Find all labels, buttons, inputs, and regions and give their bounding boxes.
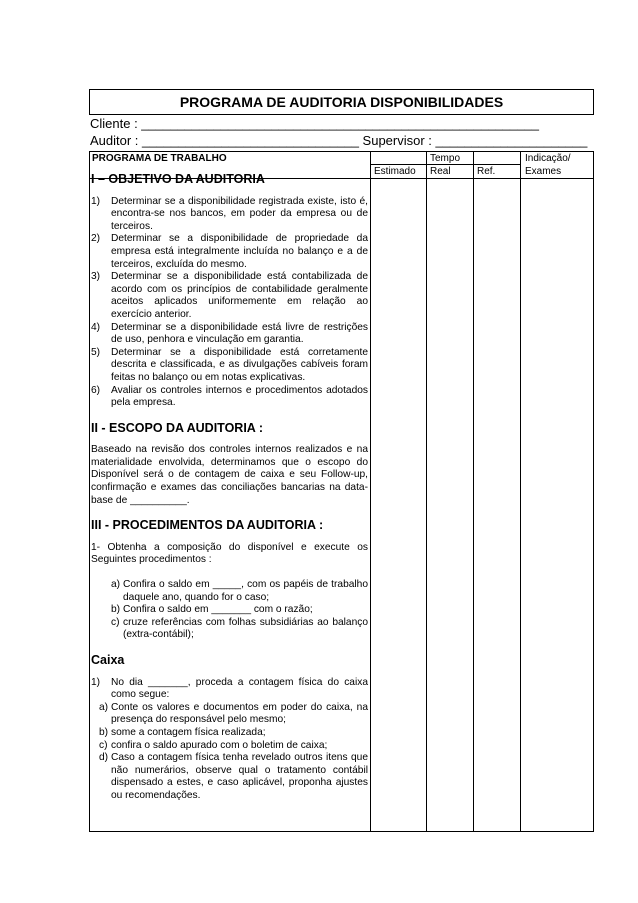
item-text: Confira o saldo em _____, com os papéis de trabalho daquele ano, quando for o caso; (123, 579, 368, 603)
list-item (91, 677, 368, 702)
list-item (91, 233, 368, 271)
item-text: Conte os valores e documentos em poder do caixa, na presença do responsável pelo mesmo; (111, 701, 368, 726)
item-number: 3) (91, 271, 101, 283)
section-procedimentos-heading: III - PROCEDIMENTOS DA AUDITORIA : (91, 518, 324, 533)
item-letter: a) (111, 579, 121, 591)
divider (520, 152, 521, 831)
item-number: 5) (91, 346, 101, 358)
list-item (91, 604, 368, 617)
col-programa-trabalho: PROGRAMA DE TRABALHO (92, 153, 227, 164)
item-number: 2) (91, 233, 101, 245)
item-number: 4) (91, 321, 101, 333)
item-letter: a) (99, 701, 109, 713)
program-content (91, 173, 368, 803)
list-item (91, 702, 368, 727)
list-item (91, 196, 368, 234)
col-exames: Exames (525, 166, 562, 177)
document-title: PROGRAMA DE AUDITORIA DISPONIBILIDADES (179, 94, 504, 110)
title-box (89, 89, 594, 115)
cliente-line: Cliente : _______________________________________________________ (90, 116, 539, 131)
item-letter: d) (99, 752, 109, 764)
list-item (91, 579, 368, 604)
item-text: Caso a contagem física tenha revelado outros itens que não numerários, observe qual o tratamento contábil dispensado a estes, e caso aplicável, proponha ajustes ou recomendações. (111, 752, 368, 801)
procedimentos-intro: 1- Obtenha a composição do disponível e execute os Seguintes procedimentos : (91, 541, 368, 566)
section-escopo-heading: II - ESCOPO DA AUDITORIA : (91, 420, 263, 435)
item-text: Determinar se a disponibilidade registrada existe, isto é, encontra-se nos bancos, em poder da empresa ou de terceiros. (111, 195, 368, 232)
item-number: 1) (91, 195, 101, 207)
col-ref: Ref. (477, 166, 496, 177)
item-text: Confira o saldo em _______ com o razão; (123, 604, 313, 616)
item-text: No dia _______, proceda a contagem física do caixa como segue: (111, 676, 368, 701)
col-tempo: Tempo (429, 153, 460, 164)
col-estimado: Estimado (374, 166, 416, 177)
item-text: confira o saldo apurado com o boletim de caixa; (111, 739, 328, 751)
item-text: Determinar se a disponibilidade está livre de restrições de uso, penhora e vinculação em garantia. (111, 321, 368, 346)
list-item (91, 347, 368, 385)
item-letter: c) (111, 616, 120, 628)
col-real: Real (430, 166, 451, 177)
item-letter: c) (99, 739, 108, 751)
item-number: 6) (91, 384, 101, 396)
list-item (91, 727, 368, 740)
list-item (91, 740, 368, 753)
item-letter: b) (111, 604, 121, 616)
list-item (91, 752, 368, 802)
divider (473, 152, 474, 831)
section-objetivo-heading: I – OBJETIVO DA AUDITORIA (91, 172, 265, 186)
item-text: Determinar se a disponibilidade de propriedade da empresa está integralmente incluída no balanço e a de terceiros, excluída do mesmo. (111, 233, 368, 270)
divider (370, 152, 371, 831)
list-item (91, 385, 368, 410)
col-indicacao: Indicação/ (525, 153, 571, 164)
item-text: Determinar se a disponibilidade está corretamente descrita e classificada, e as divulgações cabíveis foram feitas no balanço ou em notas explicativas. (111, 346, 368, 383)
section-caixa-heading: Caixa (91, 653, 125, 667)
audit-program-document (89, 89, 594, 832)
item-number: 1) (91, 676, 101, 688)
list-item (91, 617, 368, 642)
escopo-text: Baseado na revisão dos controles internos realizados e na materialidade envolvida, determinamos que o escopo do Disponível será o de contagem de caixa e seu Follow-up, confirmação e exames das conciliações bancarias na data-base de __________. (91, 444, 368, 506)
divider (426, 152, 427, 831)
item-text: Avaliar os controles internos e procedimentos adotados pela empresa. (111, 384, 368, 409)
item-text: some a contagem física realizada; (111, 726, 266, 738)
divider (370, 164, 520, 165)
list-item (91, 271, 368, 321)
item-letter: b) (99, 726, 109, 738)
item-text: cruze referências com folhas subsidiárias ao balanço (extra-contábil); (123, 616, 368, 641)
list-item (91, 322, 368, 347)
auditor-supervisor-line: Auditor : ______________________________ Supervisor : _____________________ (90, 133, 588, 148)
item-text: Determinar se a disponibilidade está contabilizada de acordo com os princípios de contabilidade geralmente aceitos aplicados uniformemente em relação ao exercício anterior. (111, 271, 368, 320)
